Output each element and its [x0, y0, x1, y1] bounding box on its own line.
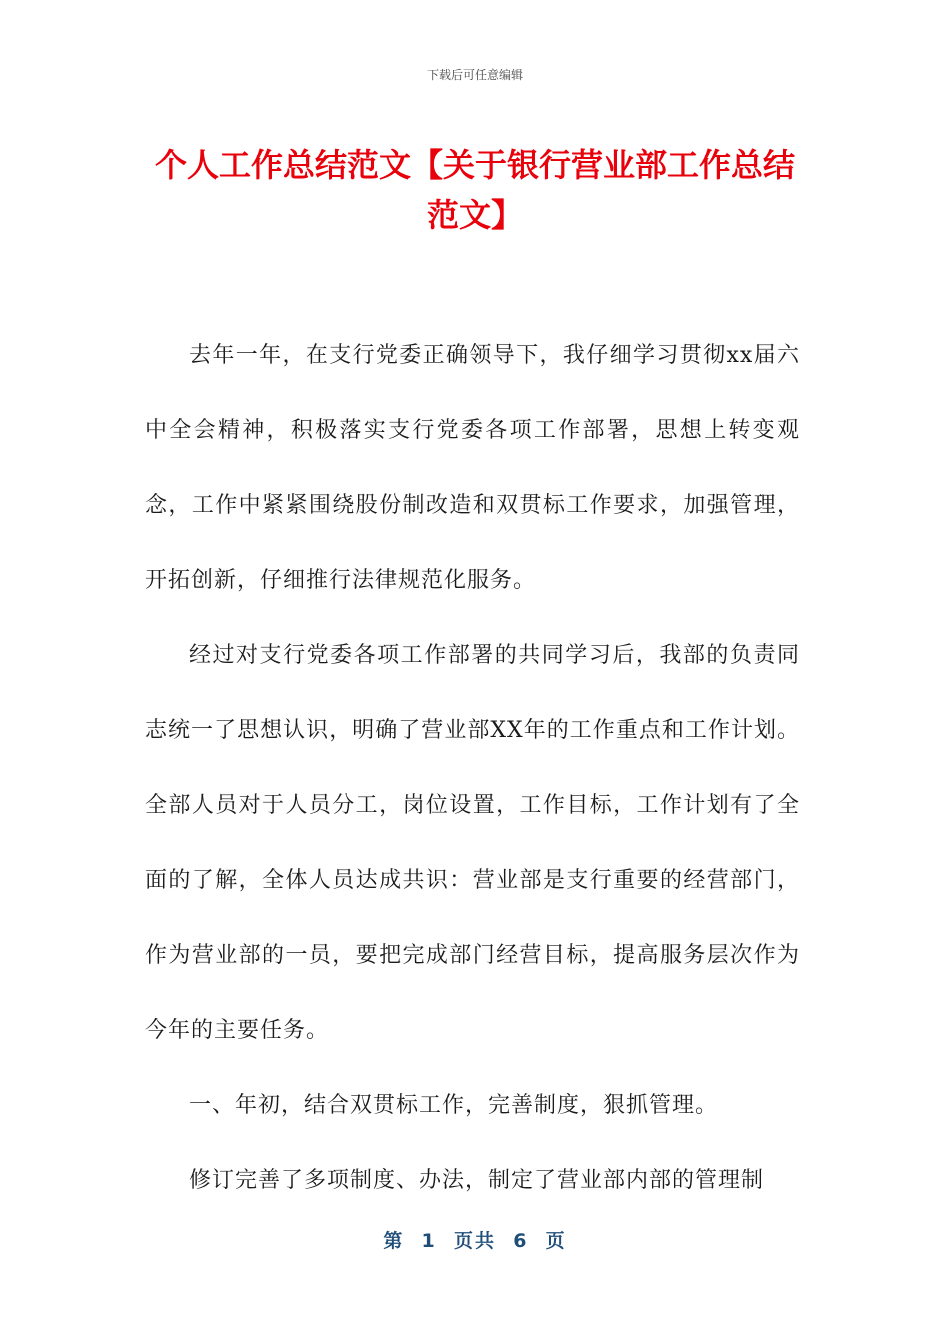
paragraph: 去年一年，在支行党委正确领导下，我仔细学习贯彻xx届六中全会精神，积极落实支行党委各项工作部署，思想上转变观念，工作中紧紧围绕股份制改造和双贯标工作要求，加强管理，开拓创新，仔细推行法律规范化服务。	[145, 343, 800, 593]
document-body	[145, 318, 800, 1218]
section-heading: 一、年初，结合双贯标工作，完善制度，狠抓管理。	[189, 1093, 719, 1118]
document-title: 个人工作总结范文【关于银行营业部工作总结范文】	[154, 146, 795, 234]
page-number: 第 1 页共 6 页	[383, 1230, 567, 1252]
paragraph: 修订完善了多项制度、办法，制定了营业部内部的管理制	[189, 1168, 765, 1193]
header-note: 下载后可任意编辑	[426, 68, 523, 82]
paragraph: 经过对支行党委各项工作部署的共同学习后，我部的负责同志统一了思想认识，明确了营业部XX年的工作重点和工作计划。全部人员对于人员分工，岗位设置，工作目标，工作计划有了全面的了解，全体人员达成共识：营业部是支行重要的经营部门，作为营业部的一员，要把完成部门经营目标，提高服务层次作为今年的主要任务。	[145, 643, 800, 1043]
